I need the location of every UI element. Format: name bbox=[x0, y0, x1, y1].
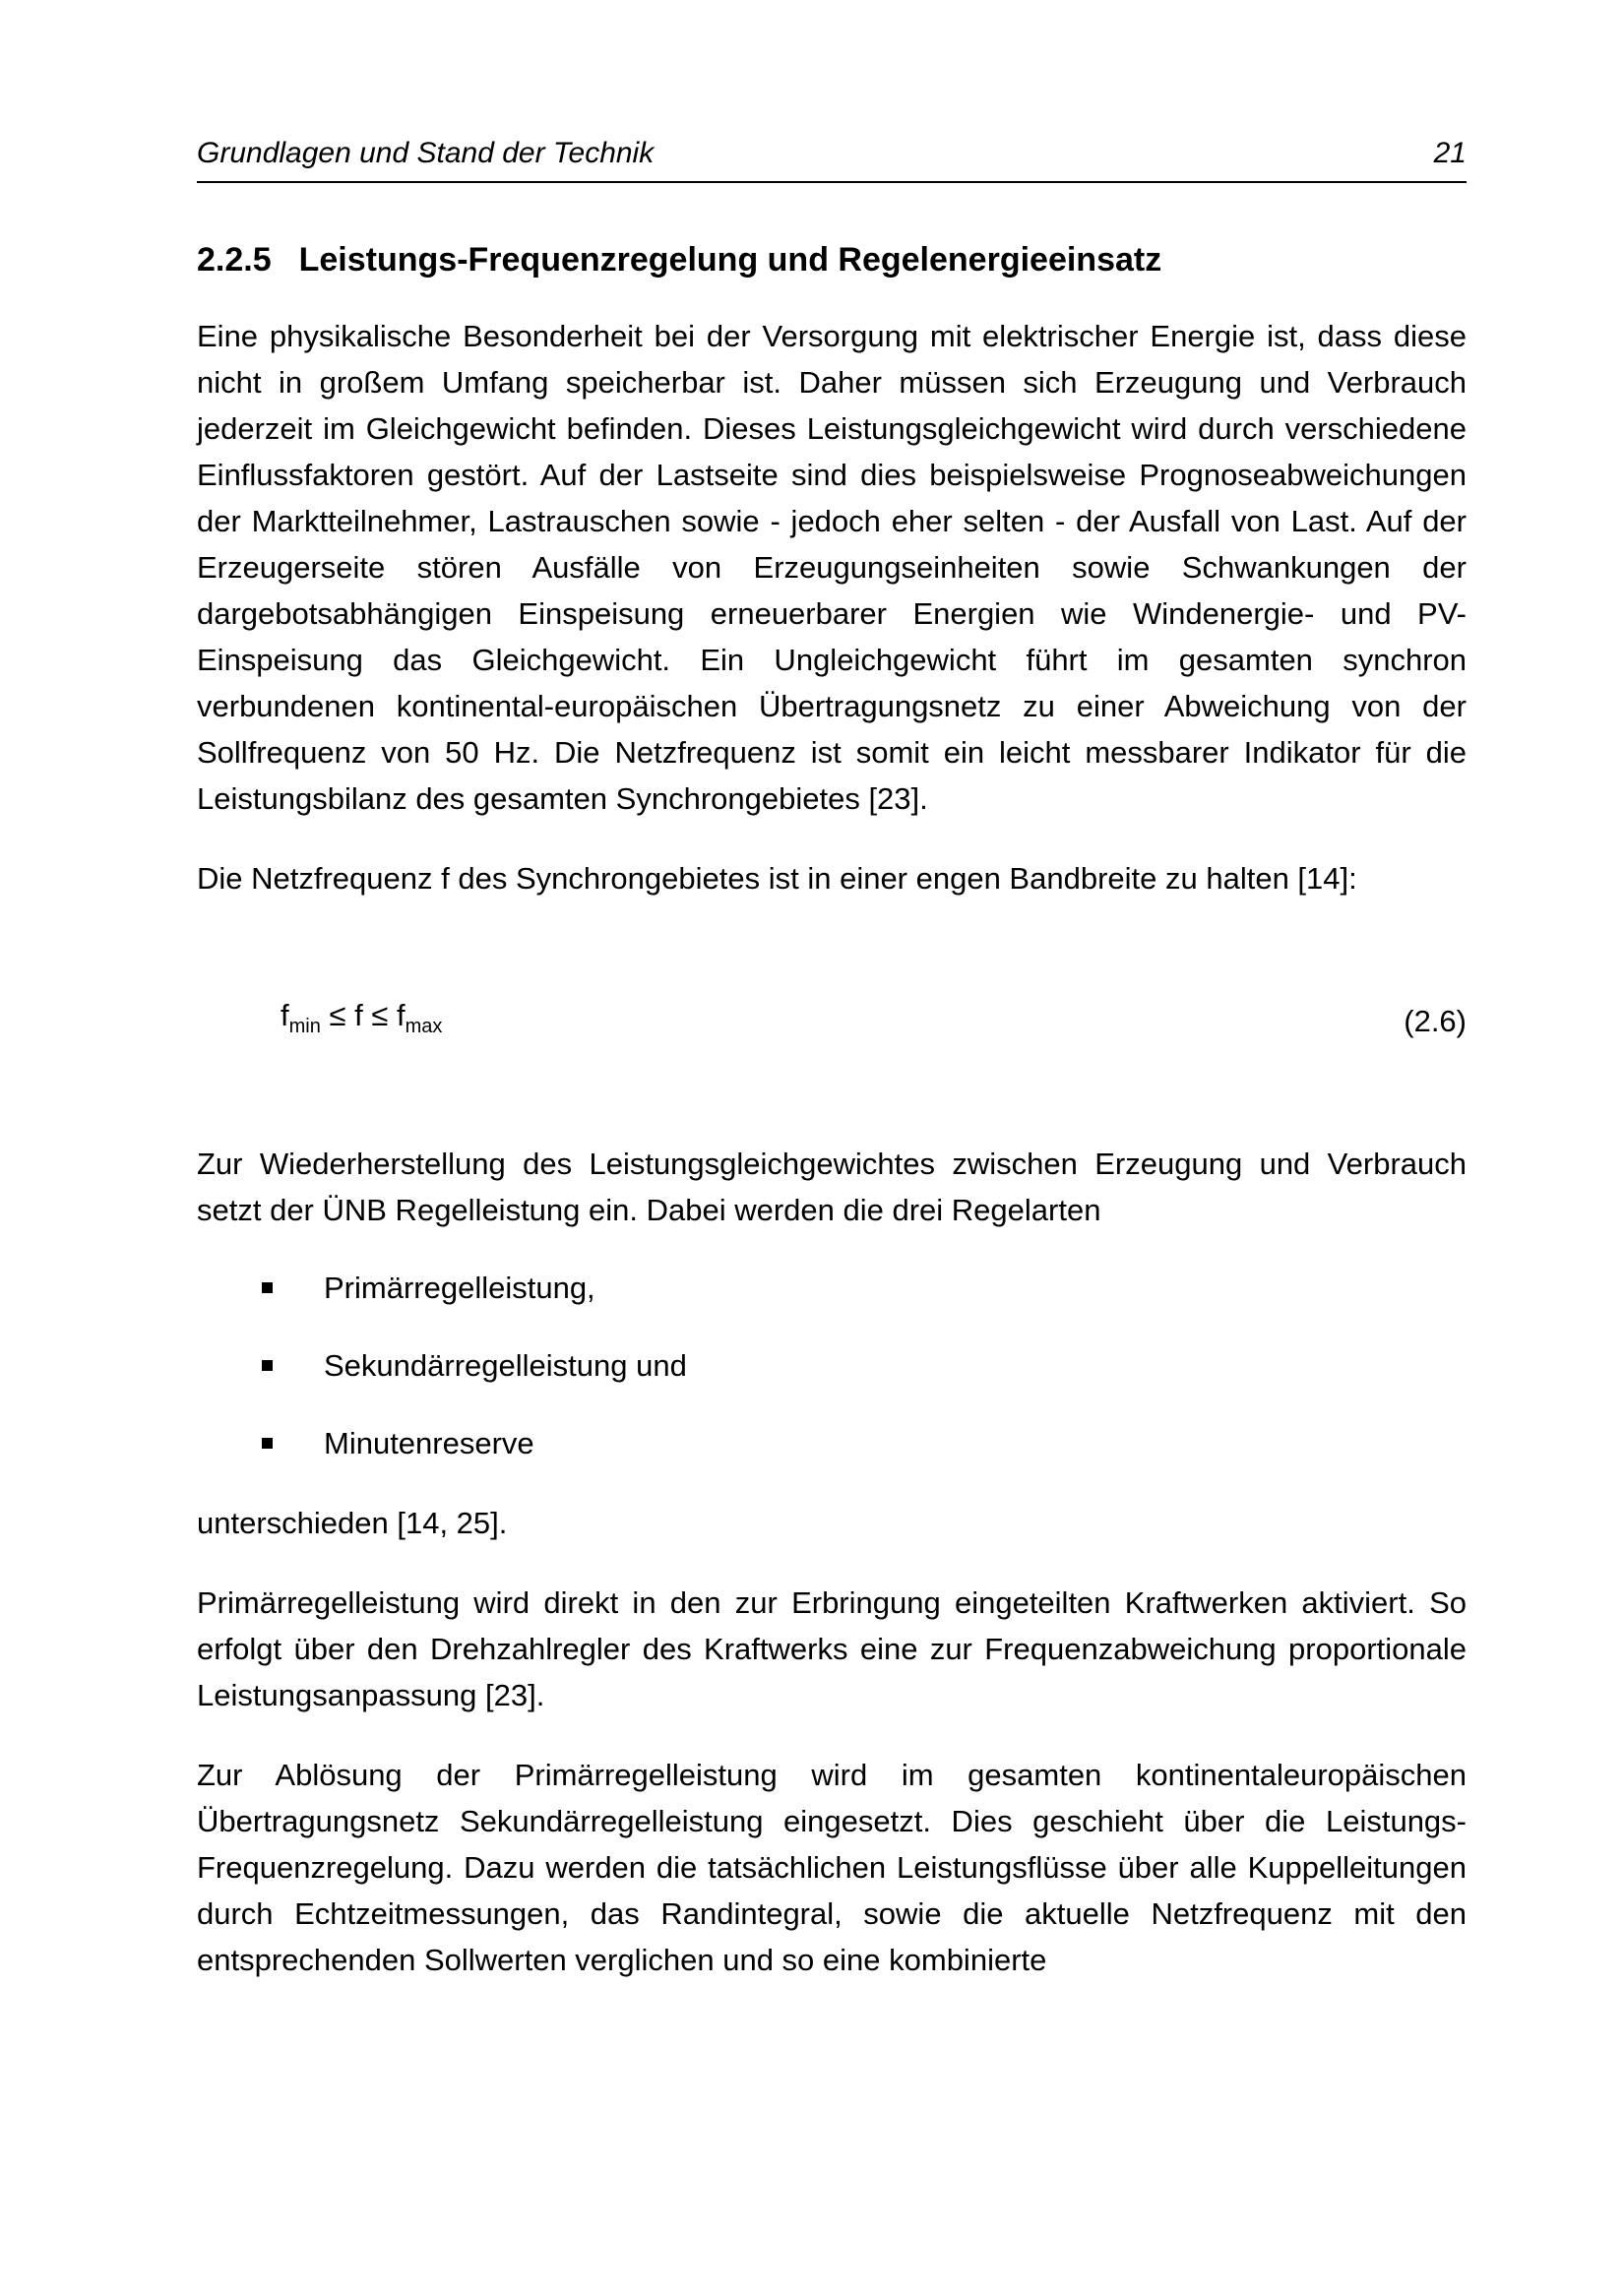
bullet-square-icon bbox=[262, 1438, 273, 1449]
list-item-label: Minutenreserve bbox=[324, 1426, 534, 1461]
paragraph-sekundaerregelung: Zur Ablösung der Primärregelleistung wird im gesamten kontinentaleuropäischen Übertragungsnetz Sekundärregelleistung eingesetzt. Dies geschieht über die Leistungs-Frequenzregelung. Dazu werden die tatsächlichen Leistungsflüsse über alle Kuppelleitungen durch Echtzeitmessungen, das Randintegral, sowie die aktuelle Netzfrequenz mit den entsprechenden Sollwerten verglichen und so eine kombinierte bbox=[197, 1758, 1467, 1978]
equation-var-f: f bbox=[281, 998, 289, 1032]
equation-subscript-max: max bbox=[405, 1016, 443, 1038]
equation-subscript-min: min bbox=[288, 1016, 321, 1038]
list-item bbox=[197, 1420, 1467, 1466]
paragraph-after-list: unterschieden [14, 25]. bbox=[197, 1506, 508, 1541]
section-title: Leistungs-Frequenzregelung und Regelenergieeinsatz bbox=[298, 241, 1162, 279]
paragraph-intro: Eine physikalische Besonderheit bei der Versorgung mit elektrischer Energie ist, dass diese nicht in großem Umfang speicherbar ist. Daher müssen sich Erzeugung und Verbrauch jederzeit im Gleichgewicht befinden. Dieses Leistungsgleichgewicht wird durch verschiedene Einflussfaktoren gestört. Auf der Lastseite sind dies beispielsweise Prognoseabweichungen der Marktteilnehmer, Lastrauschen sowie - jedoch eher selten - der Ausfall von Last. Auf der Erzeugerseite stören Ausfälle von Erzeugungseinheiten sowie Schwankungen der dargebotsabhängigen Einspeisung erneuerbarer Energien wie Windenergie- und PV-Einspeisung das Gleichgewicht. Ein Ungleichgewicht führt im gesamten synchron verbundenen kontinental-europäischen Übertragungsnetz zu einer Abweichung von der Sollfrequenz von 50 Hz. Die Netzfrequenz ist somit ein leicht messbarer Indikator für die Leistungsbilanz des gesamten Synchrongebietes [23]. bbox=[197, 319, 1467, 816]
equation-formula bbox=[281, 996, 442, 1046]
list-item bbox=[197, 1265, 1467, 1311]
paragraph-regelarten: Zur Wiederherstellung des Leistungsgleichgewichtes zwischen Erzeugung und Verbrauch setzt der ÜNB Regelleistung ein. Dabei werden die drei Regelarten bbox=[197, 1147, 1467, 1228]
equation-block bbox=[197, 996, 1467, 1046]
page-number: 21 bbox=[1433, 137, 1467, 169]
section-heading bbox=[197, 240, 1467, 279]
section-number: 2.2.5 bbox=[197, 241, 272, 279]
bullet-square-icon bbox=[262, 1360, 273, 1371]
running-header bbox=[197, 136, 1467, 183]
header-title: Grundlagen und Stand der Technik bbox=[197, 137, 655, 169]
list-item-label: Sekundärregelleistung und bbox=[324, 1348, 687, 1384]
list-item bbox=[197, 1342, 1467, 1389]
list-item-label: Primärregelleistung, bbox=[324, 1271, 595, 1306]
equation-number: (2.6) bbox=[1404, 1003, 1467, 1038]
paragraph-bandwidth: Die Netzfrequenz f des Synchrongebietes ist in einer engen Bandbreite zu halten [14]: bbox=[197, 861, 1357, 896]
bullet-square-icon bbox=[262, 1282, 273, 1293]
paragraph-primaerregelung: Primärregelleistung wird direkt in den zur Erbringung eingeteilten Kraftwerken aktiviert. So erfolgt über den Drehzahlregler des Kraftwerks eine zur Frequenzabweichung proportionale Leistungsanpassung [23]. bbox=[197, 1585, 1467, 1713]
equation-var-f2: f bbox=[396, 998, 406, 1032]
equation-relation: ≤ f ≤ bbox=[320, 998, 397, 1032]
